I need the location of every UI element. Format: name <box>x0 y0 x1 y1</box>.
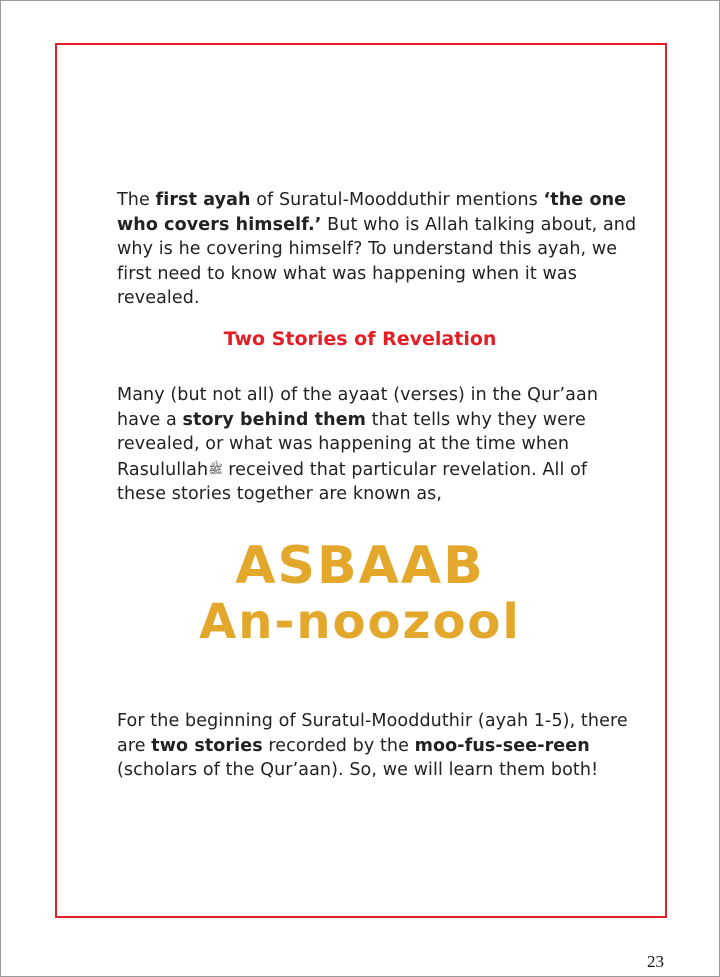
title-line-1: ASBAAB <box>235 536 485 596</box>
intro-paragraph: The first ayah of Suratul-Moodduthir mentions ‘the one who covers himself.’ But who is Allah talking about, and why is he covering himself? To understand this ayah, we first need to know what was happening when it was revealed. <box>117 190 637 308</box>
emphasis-first-ayah: first ayah <box>155 190 251 210</box>
salutation-symbol: ﷺ <box>208 461 223 476</box>
emphasis-story-behind-them: story behind them <box>182 409 366 430</box>
page-number: 23 <box>647 952 664 971</box>
explanation-paragraph: Many (but not all) of the ayaat (verses) in the Qur’aan have a story behind them that tells why they were revealed, or what was happening at the time when Rasulullahﷺ received that particular revelation. All of these stories together are known as, <box>117 385 599 504</box>
emphasis-moofusseereen: moo-fus-see-reen <box>414 735 590 756</box>
asbaab-title <box>0 538 720 650</box>
section-heading: Two Stories of Revelation <box>223 328 497 350</box>
emphasis-two-stories: two stories <box>151 735 263 756</box>
title-line-2: An-noozool <box>199 594 521 650</box>
closing-paragraph: For the beginning of Suratul-Moodduthir (ayah 1-5), there are two stories recorded by the moo-fus-see-reen (scholars of the Qur’aan). So, we will learn them both! <box>117 711 628 780</box>
emphasis-covers-himself: ‘the one who covers himself.’ <box>117 190 627 235</box>
